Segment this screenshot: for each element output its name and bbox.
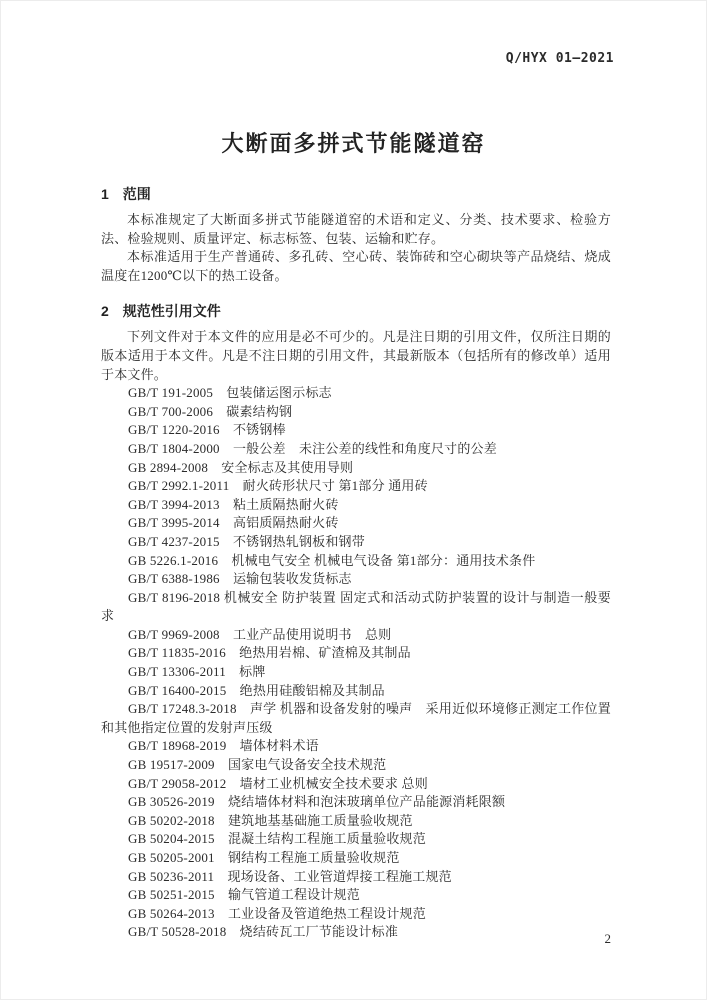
- reference-item: GB 2894-2008 安全标志及其使用导则: [128, 459, 354, 475]
- reference-item: GB/T 8196-2018 机械安全 防护装置 固定式和活动式防护装置的设计与制造一般要求: [101, 589, 611, 624]
- reference-item: GB/T 17248.3-2018 声学 机器和设备发射的噪声 采用近似环境修正测定工作位置和其他指定位置的发射声压级: [101, 701, 611, 735]
- section-2-heading: [101, 302, 611, 321]
- reference-item: GB 50264-2013 工业设备及管道绝热工程设计规范: [128, 905, 426, 921]
- reference-item: GB/T 18968-2019 墙体材料术语: [128, 738, 319, 754]
- reference-item: GB/T 16400-2015 绝热用硅酸铝棉及其制品: [128, 682, 385, 698]
- reference-item: GB 30526-2019 烧结墙体材料和泡沫玻璃单位产品能源消耗限额: [128, 794, 506, 810]
- reference-item: GB 50251-2015 输气管道工程设计规范: [128, 887, 360, 903]
- reference-item: GB/T 4237-2015 不锈钢热轧钢板和钢带: [128, 533, 365, 549]
- reference-item: GB 50204-2015 混凝土结构工程施工质量验收规范: [128, 831, 426, 847]
- page-number: 2: [604, 931, 611, 946]
- reference-item: GB/T 700-2006 碳素结构钢: [128, 403, 293, 419]
- reference-item: GB/T 29058-2012 墙材工业机械安全技术要求 总则: [128, 775, 428, 791]
- reference-item: GB/T 13306-2011 标牌: [128, 664, 266, 680]
- reference-item: GB/T 11835-2016 绝热用岩棉、矿渣棉及其制品: [128, 645, 411, 661]
- scope-paragraph-2: 本标准适用于生产普通砖、多孔砖、空心砖、装饰砖和空心砌块等产品烧结、烧成温度在1200℃以下的热工设备。: [101, 249, 611, 283]
- reference-item: GB/T 1220-2016 不锈钢棒: [128, 422, 286, 438]
- reference-item: GB/T 6388-1986 运输包装收发货标志: [128, 571, 352, 587]
- reference-item: GB/T 9969-2008 工业产品使用说明书 总则: [128, 626, 392, 642]
- reference-item: GB 19517-2009 国家电气设备安全技术规范: [128, 757, 387, 773]
- reference-item: GB/T 3994-2013 粘土质隔热耐火砖: [128, 496, 339, 512]
- reference-item: GB/T 1804-2000 一般公差 未注公差的线性和角度尺寸的公差: [128, 440, 497, 456]
- reference-item: GB/T 50528-2018 烧结砖瓦工厂节能设计标准: [128, 924, 399, 940]
- document-title: 大断面多拼式节能隧道窑: [221, 131, 486, 156]
- reference-item: GB 5226.1-2016 机械电气安全 机械电气设备 第1部分：通用技术条件: [128, 552, 536, 568]
- section-2-number: 2: [101, 303, 109, 320]
- section-1-heading: [101, 185, 611, 204]
- section-1-title: 范围: [122, 186, 151, 202]
- references-intro: 下列文件对于本文件的应用是必不可少的。凡是注日期的引用文件，仅所注日期的版本适用于本文件。凡是不注日期的引用文件，其最新版本（包括所有的修改单）适用于本文件。: [101, 329, 611, 382]
- reference-item: GB 50205-2001 钢结构工程施工质量验收规范: [128, 850, 400, 865]
- page-content: [101, 185, 611, 942]
- reference-item: GB/T 2992.1-2011 耐火砖形状尺寸 第1部分 通用砖: [128, 478, 428, 494]
- reference-item: GB 50236-2011 现场设备、工业管道焊接工程施工规范: [128, 868, 452, 884]
- reference-item: GB 50202-2018 建筑地基基础施工质量验收规范: [128, 812, 413, 828]
- reference-item: GB/T 3995-2014 高铝质隔热耐火砖: [128, 515, 339, 531]
- reference-item: GB/T 191-2005 包装储运图示标志: [128, 385, 332, 401]
- scope-paragraph-1: 本标准规定了大断面多拼式节能隧道窑的术语和定义、分类、技术要求、检验方法、检验规则、质量评定、标志标签、包装、运输和贮存。: [101, 212, 611, 246]
- standard-number: Q/HYX 01—2021: [505, 51, 614, 66]
- section-2-title: 规范性引用文件: [122, 303, 221, 320]
- section-1-number: 1: [101, 186, 109, 202]
- references-list: [101, 384, 611, 942]
